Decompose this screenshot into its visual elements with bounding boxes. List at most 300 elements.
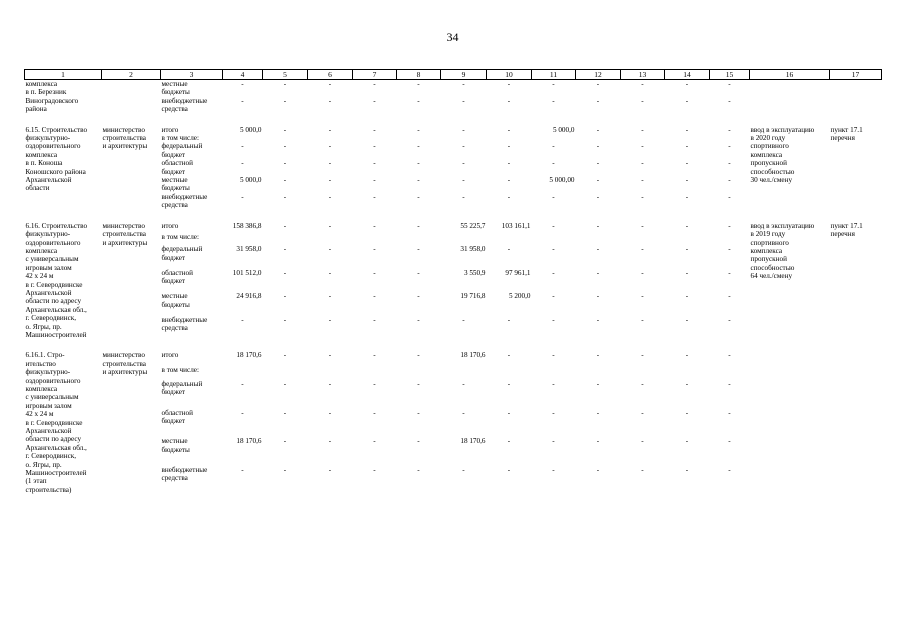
spacer-cell: [263, 339, 308, 351]
amount-cell: [576, 233, 621, 245]
amount-cell: -: [596, 408, 600, 417]
funding-source: местные бюджеты: [161, 292, 190, 309]
responsible-agency: министерство строительства и архитектуры: [102, 221, 148, 247]
target-indicator: [750, 80, 830, 114]
amount-cell: 5 000,0: [552, 125, 575, 134]
amount-cell: 97 961,1: [505, 268, 531, 277]
amount-cell: -: [728, 351, 731, 360]
amount-cell: -: [283, 379, 287, 388]
amount-cell: [223, 366, 263, 380]
amount-cell: -: [596, 437, 600, 446]
amount-cell: -: [552, 315, 555, 324]
amount-cell: [353, 233, 397, 245]
amount-cell: -: [417, 408, 420, 417]
amount-cell: -: [328, 221, 332, 230]
amount-cell: -: [507, 315, 511, 324]
spacer-cell: [161, 210, 223, 222]
amount-cell: -: [641, 292, 644, 301]
amount-cell: -: [373, 437, 376, 446]
funding-source: итого: [161, 125, 179, 134]
amount-cell: -: [283, 221, 287, 230]
column-number: 10: [487, 70, 532, 80]
amount-cell: -: [552, 408, 555, 417]
amount-cell: -: [552, 192, 555, 201]
amount-cell: [487, 134, 532, 142]
amount-cell: -: [552, 292, 555, 301]
amount-cell: -: [373, 221, 376, 230]
amount-cell: -: [241, 408, 244, 417]
amount-cell: -: [328, 379, 332, 388]
amount-cell: -: [328, 142, 332, 151]
amount-cell: -: [641, 142, 644, 151]
amount-cell: -: [641, 245, 644, 254]
amount-cell: -: [283, 245, 287, 254]
amount-cell: 18 170,6: [460, 437, 486, 446]
amount-cell: -: [552, 379, 555, 388]
funding-source: местные бюджеты: [161, 80, 190, 97]
amount-cell: -: [728, 315, 731, 324]
amount-cell: -: [417, 96, 420, 105]
amount-cell: -: [552, 159, 555, 168]
block-spacer: [25, 114, 882, 126]
spacer-cell: [223, 339, 263, 351]
amount-cell: -: [241, 80, 244, 88]
column-number: 8: [397, 70, 441, 80]
spacer-cell: [487, 210, 532, 222]
spacer-cell: [161, 114, 223, 126]
column-number: 5: [263, 70, 308, 80]
amount-cell: -: [507, 379, 511, 388]
amount-cell: -: [685, 465, 689, 474]
funding-source: итого: [161, 351, 179, 360]
amount-cell: [532, 366, 576, 380]
amount-cell: 18 170,6: [236, 351, 262, 360]
spacer-cell: [576, 210, 621, 222]
amount-cell: -: [641, 351, 644, 360]
amount-cell: -: [328, 96, 332, 105]
amount-cell: 103 161,1: [501, 221, 531, 230]
responsible-agency: [102, 80, 161, 114]
funding-source: местные бюджеты: [161, 437, 190, 454]
amount-cell: -: [417, 221, 420, 230]
target-indicator: ввод в эксплуатацию в 2019 году спортивного комплекса пропускной способностью 64 чел./смену: [750, 221, 815, 281]
spacer-cell: [621, 210, 665, 222]
funding-source: областной бюджет: [161, 159, 193, 176]
funding-source: областной бюджет: [161, 268, 193, 286]
amount-cell: -: [328, 192, 332, 201]
funding-source: итого: [161, 221, 179, 230]
amount-cell: -: [596, 176, 600, 185]
amount-cell: -: [641, 221, 644, 230]
amount-cell: -: [373, 268, 376, 277]
amount-cell: -: [417, 292, 420, 301]
amount-cell: -: [283, 268, 287, 277]
amount-cell: -: [328, 245, 332, 254]
column-number: 9: [441, 70, 487, 80]
amount-cell: -: [507, 192, 511, 201]
amount-cell: -: [241, 142, 244, 151]
amount-cell: [263, 134, 308, 142]
column-number: 11: [532, 70, 576, 80]
amount-cell: -: [462, 315, 465, 324]
spacer-cell: [353, 114, 397, 126]
spacer-cell: [487, 114, 532, 126]
amount-cell: -: [373, 80, 376, 88]
amount-cell: -: [685, 351, 689, 360]
amount-cell: -: [328, 268, 332, 277]
spacer-cell: [621, 339, 665, 351]
amount-cell: -: [507, 159, 511, 168]
column-number: 2: [102, 70, 161, 80]
column-number: 16: [750, 70, 830, 80]
object-name: комплекса в п. Березник Виноградовского района: [25, 80, 79, 114]
block-spacer: [25, 339, 882, 351]
spacer-cell: [263, 114, 308, 126]
amount-cell: -: [507, 125, 511, 134]
amount-cell: -: [728, 437, 731, 446]
amount-cell: -: [641, 315, 644, 324]
amount-cell: -: [417, 379, 420, 388]
page-number: 34: [446, 30, 459, 44]
amount-cell: -: [373, 142, 376, 151]
funding-source: местные бюджеты: [161, 176, 190, 193]
amount-cell: -: [328, 176, 332, 185]
column-number: 1: [25, 70, 102, 80]
spacer-cell: [397, 210, 441, 222]
amount-cell: -: [596, 221, 600, 230]
amount-cell: -: [462, 159, 465, 168]
table-row: [25, 222, 882, 234]
amount-cell: 18 170,6: [460, 351, 486, 360]
amount-cell: -: [417, 142, 420, 151]
amount-cell: -: [728, 379, 731, 388]
amount-cell: -: [328, 159, 332, 168]
amount-cell: -: [596, 315, 600, 324]
amount-cell: -: [241, 315, 244, 324]
column-number-row: [25, 70, 882, 80]
amount-cell: -: [685, 159, 689, 168]
amount-cell: -: [283, 142, 287, 151]
funding-source: в том числе:: [161, 365, 199, 374]
amount-cell: -: [552, 465, 555, 474]
spacer-cell: [750, 114, 830, 126]
amount-cell: -: [507, 351, 511, 360]
amount-cell: [263, 366, 308, 380]
spacer-cell: [665, 114, 710, 126]
amount-cell: 19 716,8: [460, 292, 486, 301]
amount-cell: -: [728, 221, 731, 230]
amount-cell: -: [283, 125, 287, 134]
amount-cell: -: [462, 192, 465, 201]
spacer-cell: [353, 339, 397, 351]
funding-source: внебюджетные средства: [161, 192, 208, 210]
amount-cell: [621, 134, 665, 142]
amount-cell: -: [685, 315, 689, 324]
amount-cell: [441, 233, 487, 245]
amount-cell: 3 550,9: [463, 268, 486, 277]
amount-cell: 5 200,0: [508, 292, 531, 301]
amount-cell: [441, 134, 487, 142]
amount-cell: -: [283, 192, 287, 201]
amount-cell: -: [373, 351, 376, 360]
spacer-cell: [102, 114, 161, 126]
amount-cell: -: [373, 176, 376, 185]
amount-cell: -: [596, 268, 600, 277]
amount-cell: -: [507, 142, 511, 151]
spacer-cell: [441, 339, 487, 351]
amount-cell: -: [728, 465, 731, 474]
amount-cell: -: [328, 315, 332, 324]
amount-cell: -: [641, 268, 644, 277]
spacer-cell: [576, 114, 621, 126]
amount-cell: -: [596, 80, 600, 88]
amount-cell: -: [283, 80, 287, 88]
amount-cell: [441, 366, 487, 380]
spacer-cell: [263, 210, 308, 222]
amount-cell: [397, 134, 441, 142]
amount-cell: -: [373, 159, 376, 168]
amount-cell: [308, 134, 353, 142]
spacer-cell: [532, 339, 576, 351]
amount-cell: -: [552, 221, 555, 230]
spacer-cell: [25, 339, 102, 351]
amount-cell: -: [596, 192, 600, 201]
amount-cell: -: [641, 125, 644, 134]
amount-cell: [621, 366, 665, 380]
amount-cell: [308, 366, 353, 380]
object-name: 6.15. Строительство физкультурно- оздоровительного комплекса в п. Коноша Коношского района Архангельской области: [25, 125, 88, 193]
amount-cell: -: [685, 192, 689, 201]
amount-cell: -: [641, 80, 644, 88]
amount-cell: -: [552, 80, 555, 88]
amount-cell: -: [552, 142, 555, 151]
amount-cell: -: [373, 292, 376, 301]
reference-note: пункт 17.1 перечня: [830, 125, 863, 143]
budget-table: [24, 69, 881, 494]
spacer-cell: [102, 210, 161, 222]
amount-cell: -: [685, 125, 689, 134]
amount-cell: [665, 134, 710, 142]
amount-cell: 101 512,0: [232, 268, 262, 277]
column-number: 13: [621, 70, 665, 80]
column-number: 7: [353, 70, 397, 80]
amount-cell: -: [728, 96, 731, 105]
amount-cell: 24 916,8: [236, 292, 262, 301]
amount-cell: -: [507, 465, 511, 474]
spacer-cell: [397, 114, 441, 126]
amount-cell: -: [328, 465, 332, 474]
amount-cell: -: [462, 96, 465, 105]
amount-cell: [710, 366, 750, 380]
amount-cell: -: [507, 176, 511, 185]
amount-cell: -: [417, 437, 420, 446]
amount-cell: [397, 233, 441, 245]
amount-cell: -: [417, 245, 420, 254]
amount-cell: -: [373, 245, 376, 254]
amount-cell: -: [552, 351, 555, 360]
reference-note: пункт 17.1 перечня: [830, 221, 863, 239]
amount-cell: -: [728, 268, 731, 277]
amount-cell: -: [728, 192, 731, 201]
target-indicator: ввод в эксплуатацию в 2020 году спортивного комплекса пропускной способностью 30 чел./смену: [750, 125, 815, 185]
amount-cell: -: [596, 292, 600, 301]
column-number: 17: [830, 70, 882, 80]
amount-cell: -: [641, 465, 644, 474]
object-name: 6.16.1. Стро- ительство физкультурно- оздоровительного комплекса с универсальным игровым залом 42 х 24 м в г. Северодвинске Архангельской области по адресу Архангельская обл., г. Северодвинск, о. Ягры, пр. Машиностроителей (1 этап строительства): [25, 351, 87, 494]
amount-cell: -: [283, 159, 287, 168]
column-number: 6: [308, 70, 353, 80]
amount-cell: -: [596, 159, 600, 168]
amount-cell: [487, 233, 532, 245]
table-row: [25, 80, 882, 97]
amount-cell: -: [283, 292, 287, 301]
amount-cell: -: [596, 465, 600, 474]
funding-source: внебюджетные средства: [161, 315, 208, 333]
amount-cell: [665, 366, 710, 380]
amount-cell: -: [283, 176, 287, 185]
spacer-cell: [161, 339, 223, 351]
spacer-cell: [665, 210, 710, 222]
spacer-cell: [830, 114, 882, 126]
amount-cell: -: [241, 159, 244, 168]
amount-cell: [532, 134, 576, 142]
amount-cell: -: [328, 125, 332, 134]
amount-cell: -: [373, 192, 376, 201]
amount-cell: -: [728, 408, 731, 417]
amount-cell: -: [417, 176, 420, 185]
spacer-cell: [441, 114, 487, 126]
amount-cell: -: [596, 379, 600, 388]
spacer-cell: [750, 339, 830, 351]
amount-cell: -: [552, 96, 555, 105]
amount-cell: [223, 134, 263, 142]
funding-source: федеральный бюджет: [161, 142, 203, 159]
amount-cell: -: [685, 80, 689, 88]
spacer-cell: [710, 339, 750, 351]
spacer-cell: [308, 114, 353, 126]
amount-cell: -: [417, 125, 420, 134]
column-number: 3: [161, 70, 223, 80]
funding-source: в том числе:: [161, 134, 199, 143]
spacer-cell: [353, 210, 397, 222]
amount-cell: [621, 233, 665, 245]
amount-cell: -: [507, 437, 511, 446]
amount-cell: -: [507, 408, 511, 417]
amount-cell: -: [283, 437, 287, 446]
amount-cell: -: [283, 96, 287, 105]
spacer-cell: [710, 114, 750, 126]
amount-cell: [397, 366, 441, 380]
spacer-cell: [397, 339, 441, 351]
amount-cell: -: [507, 96, 511, 105]
amount-cell: -: [728, 125, 731, 134]
spacer-cell: [102, 339, 161, 351]
column-number: 12: [576, 70, 621, 80]
amount-cell: -: [328, 351, 332, 360]
amount-cell: -: [373, 96, 376, 105]
spacer-cell: [487, 339, 532, 351]
table-row: [25, 126, 882, 134]
amount-cell: [576, 366, 621, 380]
amount-cell: -: [596, 245, 600, 254]
responsible-agency: министерство строительства и архитектуры: [102, 351, 148, 377]
amount-cell: 18 170,6: [236, 437, 262, 446]
amount-cell: -: [685, 245, 689, 254]
amount-cell: -: [462, 80, 465, 88]
amount-cell: -: [596, 351, 600, 360]
spacer-cell: [223, 114, 263, 126]
amount-cell: [353, 134, 397, 142]
amount-cell: -: [462, 142, 465, 151]
amount-cell: -: [417, 159, 420, 168]
amount-cell: -: [728, 245, 731, 254]
funding-source: федеральный бюджет: [161, 379, 203, 397]
amount-cell: -: [685, 408, 689, 417]
amount-cell: -: [641, 176, 644, 185]
amount-cell: -: [728, 142, 731, 151]
amount-cell: [223, 233, 263, 245]
amount-cell: -: [685, 142, 689, 151]
spacer-cell: [441, 210, 487, 222]
amount-cell: [710, 233, 750, 245]
amount-cell: [353, 366, 397, 380]
target-indicator: [750, 351, 830, 494]
amount-cell: -: [641, 408, 644, 417]
amount-cell: -: [507, 245, 511, 254]
amount-cell: -: [462, 408, 465, 417]
amount-cell: -: [241, 192, 244, 201]
amount-cell: -: [241, 379, 244, 388]
amount-cell: -: [728, 292, 731, 301]
amount-cell: 55 225,7: [460, 221, 486, 230]
column-number: 4: [223, 70, 263, 80]
amount-cell: -: [641, 96, 644, 105]
amount-cell: -: [328, 80, 332, 88]
amount-cell: [576, 134, 621, 142]
spacer-cell: [223, 210, 263, 222]
spacer-cell: [830, 339, 882, 351]
responsible-agency: министерство строительства и архитектуры: [102, 125, 148, 151]
spacer-cell: [532, 210, 576, 222]
column-number: 15: [710, 70, 750, 80]
amount-cell: -: [417, 465, 420, 474]
amount-cell: -: [373, 315, 376, 324]
amount-cell: -: [283, 465, 287, 474]
spacer-cell: [308, 339, 353, 351]
amount-cell: -: [552, 437, 555, 446]
amount-cell: -: [641, 192, 644, 201]
spacer-cell: [308, 210, 353, 222]
amount-cell: 31 958,0: [236, 245, 262, 254]
amount-cell: -: [417, 268, 420, 277]
amount-cell: -: [417, 192, 420, 201]
amount-cell: -: [417, 315, 420, 324]
amount-cell: -: [596, 96, 600, 105]
amount-cell: -: [462, 379, 465, 388]
object-name: 6.16. Строительство физкультурно- оздоровительного комплекса с универсальным игровым залом 42 х 24 м в г. Северодвинске Архангельской области по адресу Архангельская обл., г. Северодвинск, о. Ягры, пр. Машиностроителей: [25, 221, 88, 339]
amount-cell: -: [373, 379, 376, 388]
amount-cell: -: [283, 408, 287, 417]
amount-cell: -: [685, 437, 689, 446]
spacer-cell: [25, 210, 102, 222]
amount-cell: -: [462, 465, 465, 474]
funding-source: в том числе:: [161, 233, 199, 242]
spacer-cell: [830, 210, 882, 222]
amount-cell: 158 386,8: [232, 221, 262, 230]
amount-cell: -: [462, 176, 465, 185]
amount-cell: [263, 233, 308, 245]
amount-cell: -: [373, 465, 376, 474]
